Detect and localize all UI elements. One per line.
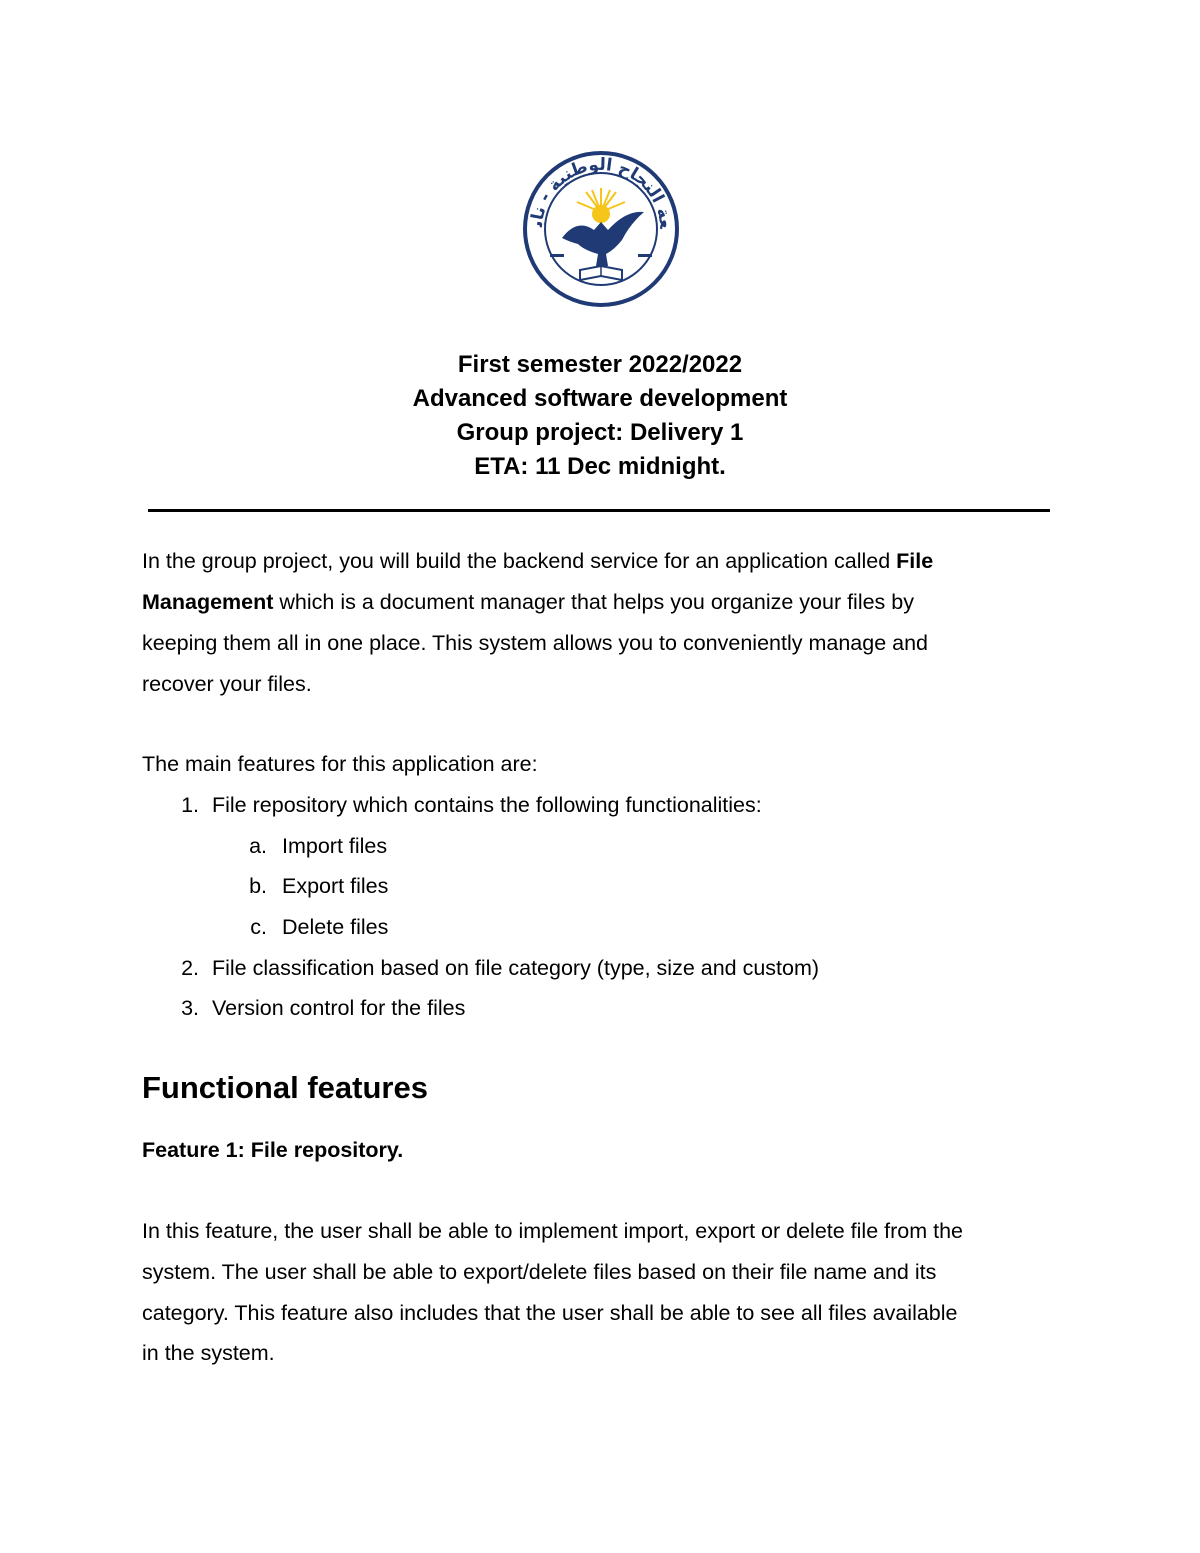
deadline-line: ETA: 11 Dec midnight. bbox=[474, 453, 726, 480]
intro-line-2 bbox=[142, 587, 914, 617]
app-name-part-1: File bbox=[896, 549, 934, 573]
list-item: File classification based on file category (type, size and custom) bbox=[212, 956, 820, 980]
feature-1-line-4: in the system. bbox=[142, 1341, 275, 1365]
project-line: Group project: Delivery 1 bbox=[456, 419, 744, 446]
sub-list-marker: b. bbox=[249, 874, 267, 898]
semester-line: First semester 2022/2022 bbox=[457, 351, 743, 378]
sub-list-marker: c. bbox=[250, 915, 267, 939]
course-line: Advanced software development bbox=[412, 385, 788, 412]
list-item: File repository which contains the following functionalities: bbox=[212, 793, 762, 817]
intro-line-3: keeping them all in one place. This system allows you to conveniently manage and bbox=[142, 631, 928, 655]
sub-list-item: Export files bbox=[282, 874, 389, 898]
intro-text: which is a document manager that helps you organize your files by bbox=[273, 590, 914, 614]
horizontal-divider bbox=[148, 509, 1050, 512]
intro-line-4: recover your files. bbox=[142, 672, 312, 696]
list-marker: 3. bbox=[181, 996, 199, 1020]
seal-arabic-text: عة النجاح الوطنية - ناب bbox=[526, 154, 676, 230]
list-marker: 1. bbox=[181, 793, 199, 817]
sub-list-marker: a. bbox=[249, 834, 267, 858]
feature-1-line-1: In this feature, the user shall be able to implement import, export or delete file from the bbox=[142, 1219, 963, 1243]
app-name-part-2: Management bbox=[142, 590, 274, 614]
intro-text: In the group project, you will build the backend service for an application called bbox=[142, 549, 897, 573]
sub-list-item: Import files bbox=[282, 834, 388, 858]
section-heading: Functional features bbox=[142, 1070, 428, 1105]
list-item: Version control for the files bbox=[212, 996, 466, 1020]
list-marker: 2. bbox=[181, 956, 199, 980]
university-seal-icon bbox=[522, 150, 680, 308]
feature-1-line-3: category. This feature also includes that the user shall be able to see all files available bbox=[142, 1301, 958, 1325]
sub-list-item: Delete files bbox=[282, 915, 389, 939]
feature-heading: Feature 1: File repository. bbox=[142, 1138, 404, 1162]
feature-1-line-2: system. The user shall be able to export/delete files based on their file name and its bbox=[142, 1260, 937, 1284]
features-intro: The main features for this application are: bbox=[142, 752, 538, 776]
intro-line-1 bbox=[142, 546, 933, 576]
